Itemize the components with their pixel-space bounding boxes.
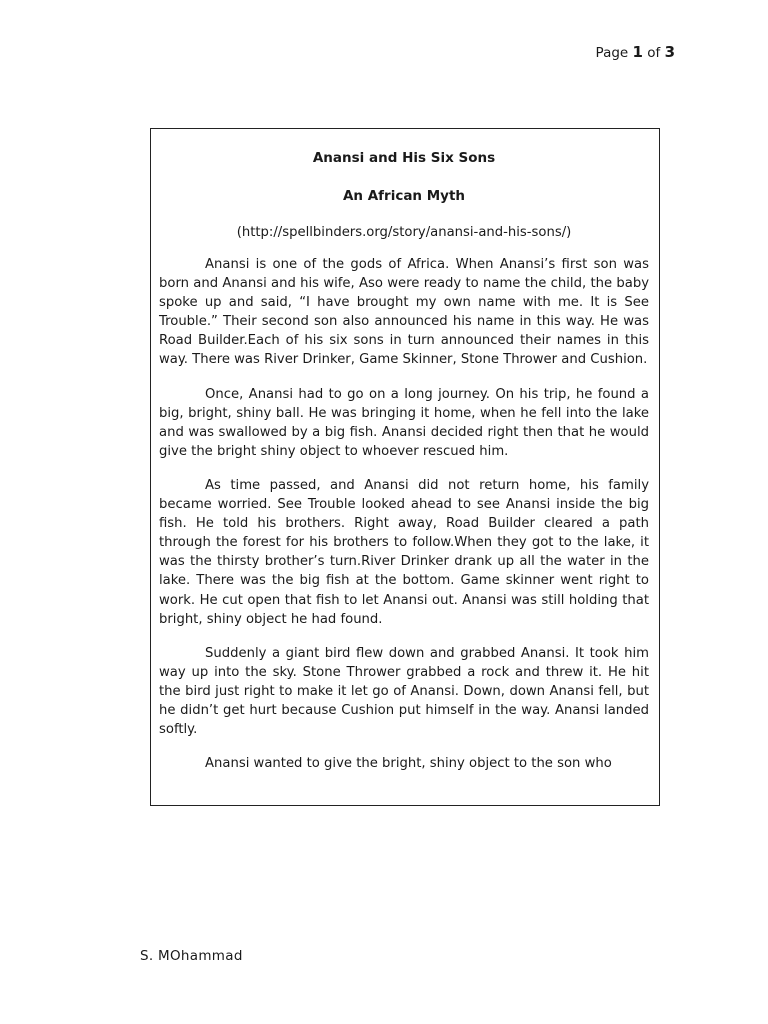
story-paragraph: As time passed, and Anansi did not return home, his family became worried. See Trouble looked ahead to see Anansi inside the big fish. He told his brothers. Right away, Road Builder cleared a path through the forest for his brothers to follow.When they got to the lake, it was the thirsty brother’s turn.River Drinker drank up all the water in the lake. There was the big fish at the bottom. Game skinner went right to work. He cut open that fish to let Anansi out. Anansi was still holding that bright, shiny object he had found. [159,477,649,627]
story-paragraph: Anansi wanted to give the bright, shiny object to the son who [205,756,612,772]
page-of: of [647,45,661,61]
story-title: Anansi and His Six Sons [312,150,496,166]
page-total: 3 [664,43,675,61]
page-label: Page [595,45,629,61]
story-box [150,128,660,806]
story-paragraph: Once, Anansi had to go on a long journey. On his trip, he found a big, bright, shiny ball. He was bringing it home, when he fell into the lake and was swallowed by a big fish. Anansi decided right then that he would give the bright shiny object to whoever rescued him. [159,386,649,459]
page-number [596,43,675,61]
footer-author: S. MOhammad [140,948,243,964]
story-paragraph: Suddenly a giant bird flew down and grabbed Anansi. It took him way up into the sky. Stone Thrower grabbed a rock and threw it. He hit the bird just right to make it let go of Anansi. Down, down Anansi fell, but he didn’t get hurt because Cushion put himself in the way. Anansi landed softly. [159,645,649,738]
story-subtitle: An African Myth [342,188,466,204]
story-source: (http://spellbinders.org/story/anansi-and-his-sons/) [236,225,572,240]
story-paragraph: Anansi is one of the gods of Africa. When Anansi’s first son was born and Anansi and his wife, Aso were ready to name the child, the baby spoke up and said, “I have brought my own name with me. It is See Trouble.” Their second son also announced his name in this way. He was Road Builder.Each of his six sons in turn announced their names in this way. There was River Drinker, Game Skinner, Stone Thrower and Cushion. [159,257,649,368]
page-current: 1 [632,43,643,61]
